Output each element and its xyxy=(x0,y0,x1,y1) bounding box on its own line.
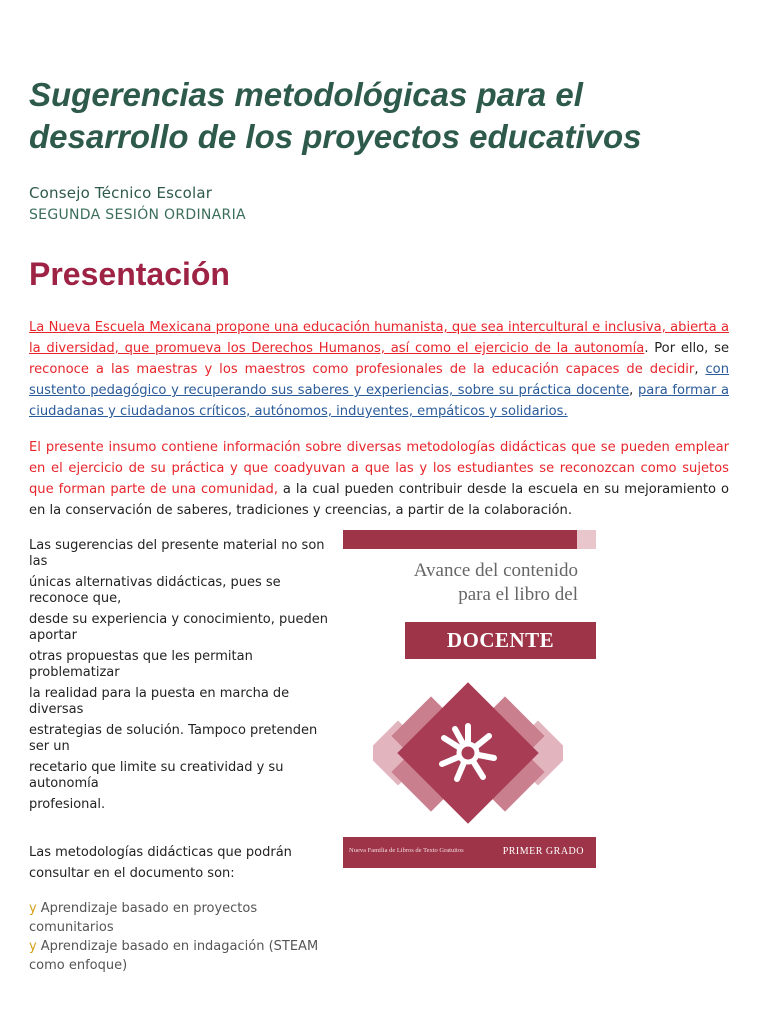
cover-top-bar xyxy=(343,530,577,549)
text-line: recetario que limite su creatividad y su autonomía xyxy=(29,760,284,791)
cover-top-bar-accent xyxy=(577,530,596,549)
council-label: Consejo Técnico Escolar xyxy=(29,184,213,202)
text-line: únicas alternativas didácticas, pues se reconoce que, xyxy=(29,575,281,606)
red-text: El presente insumo contiene información sobre diversas metodologías didácticas que se pueden emplear en el ejercicio de su práctica y que coadyuvan a que las y los estudiantes se reconozcan como sujetos que forman parte de una comunidad, xyxy=(29,440,729,497)
methodologies-list xyxy=(29,899,329,975)
plain-text: , xyxy=(629,383,638,398)
section-heading-presentacion: Presentación xyxy=(29,256,230,292)
cover-title-line2: para el libro del xyxy=(458,584,578,605)
paragraph-insumo xyxy=(29,437,729,521)
cover-title-line1: Avance del contenido xyxy=(413,560,578,581)
cover-docente-label: DOCENTE xyxy=(446,628,555,652)
bullet-mark: y xyxy=(29,939,37,954)
paragraph-intro xyxy=(29,317,729,422)
list-item-text: Aprendizaje basado en indagación (STEAM como enfoque) xyxy=(29,939,319,973)
text-line: desde su experiencia y conocimiento, pueden aportar xyxy=(29,612,328,643)
plain-text: a la cual pueden contribuir desde la escuela en su mejoramiento o en la conservación de saberes, tradiciones y creencias, a partir de la colaboración. xyxy=(29,482,729,518)
bullet-mark: y xyxy=(29,901,37,916)
plain-text: . Por ello, se xyxy=(644,341,730,356)
list-item-text: Aprendizaje basado en proyectos comunitarios xyxy=(29,901,258,935)
session-label: SEGUNDA SESIÓN ORDINARIA xyxy=(29,207,246,223)
list-item xyxy=(29,899,329,937)
red-underlined-text: La Nueva Escuela Mexicana propone una educación humanista, que sea intercultural e inclusiva, abierta a la diversidad, que promueva los Derechos Humanos, así como el ejercicio de la autonomía xyxy=(29,320,729,356)
text-line: Las sugerencias del presente material no son las xyxy=(29,538,325,569)
text-line: otras propuestas que les permitan problematizar xyxy=(29,649,253,680)
blue-underlined-text: con sustento pedagógico y recuperando sus saberes y experiencias, sobre su práctica docente xyxy=(29,362,729,398)
text-line: la realidad para la puesta en marcha de diversas xyxy=(29,686,290,717)
cover-bottom-bar xyxy=(343,837,596,868)
methodologies-lead: Las metodologías didácticas que podrán consultar en el documento son: xyxy=(29,845,292,881)
blue-underlined-text: para formar a ciudadanas y ciudadanos críticos, autónomos, induyentes, empáticos y solidarios. xyxy=(29,383,730,419)
cover-docente-banner xyxy=(405,622,596,659)
cover-grade-label: PRIMER GRADO xyxy=(502,846,584,857)
list-item xyxy=(29,937,329,975)
book-cover-image xyxy=(343,530,596,868)
diamond-star-emblem-icon xyxy=(373,678,563,828)
text-line: estrategias de solución. Tampoco pretenden ser un xyxy=(29,723,318,754)
document-title: Sugerencias metodológicas para el desarrollo de los proyectos educativos xyxy=(29,76,642,155)
left-column-text xyxy=(29,538,339,818)
plain-text: , xyxy=(694,362,706,377)
red-text: reconoce a las maestras y los maestros como profesionales de la educación capaces de decidir xyxy=(29,362,695,377)
text-line: profesional. xyxy=(29,797,106,812)
cover-series-label: Nueva Familia de Libros de Texto Gratuitos xyxy=(349,847,464,854)
